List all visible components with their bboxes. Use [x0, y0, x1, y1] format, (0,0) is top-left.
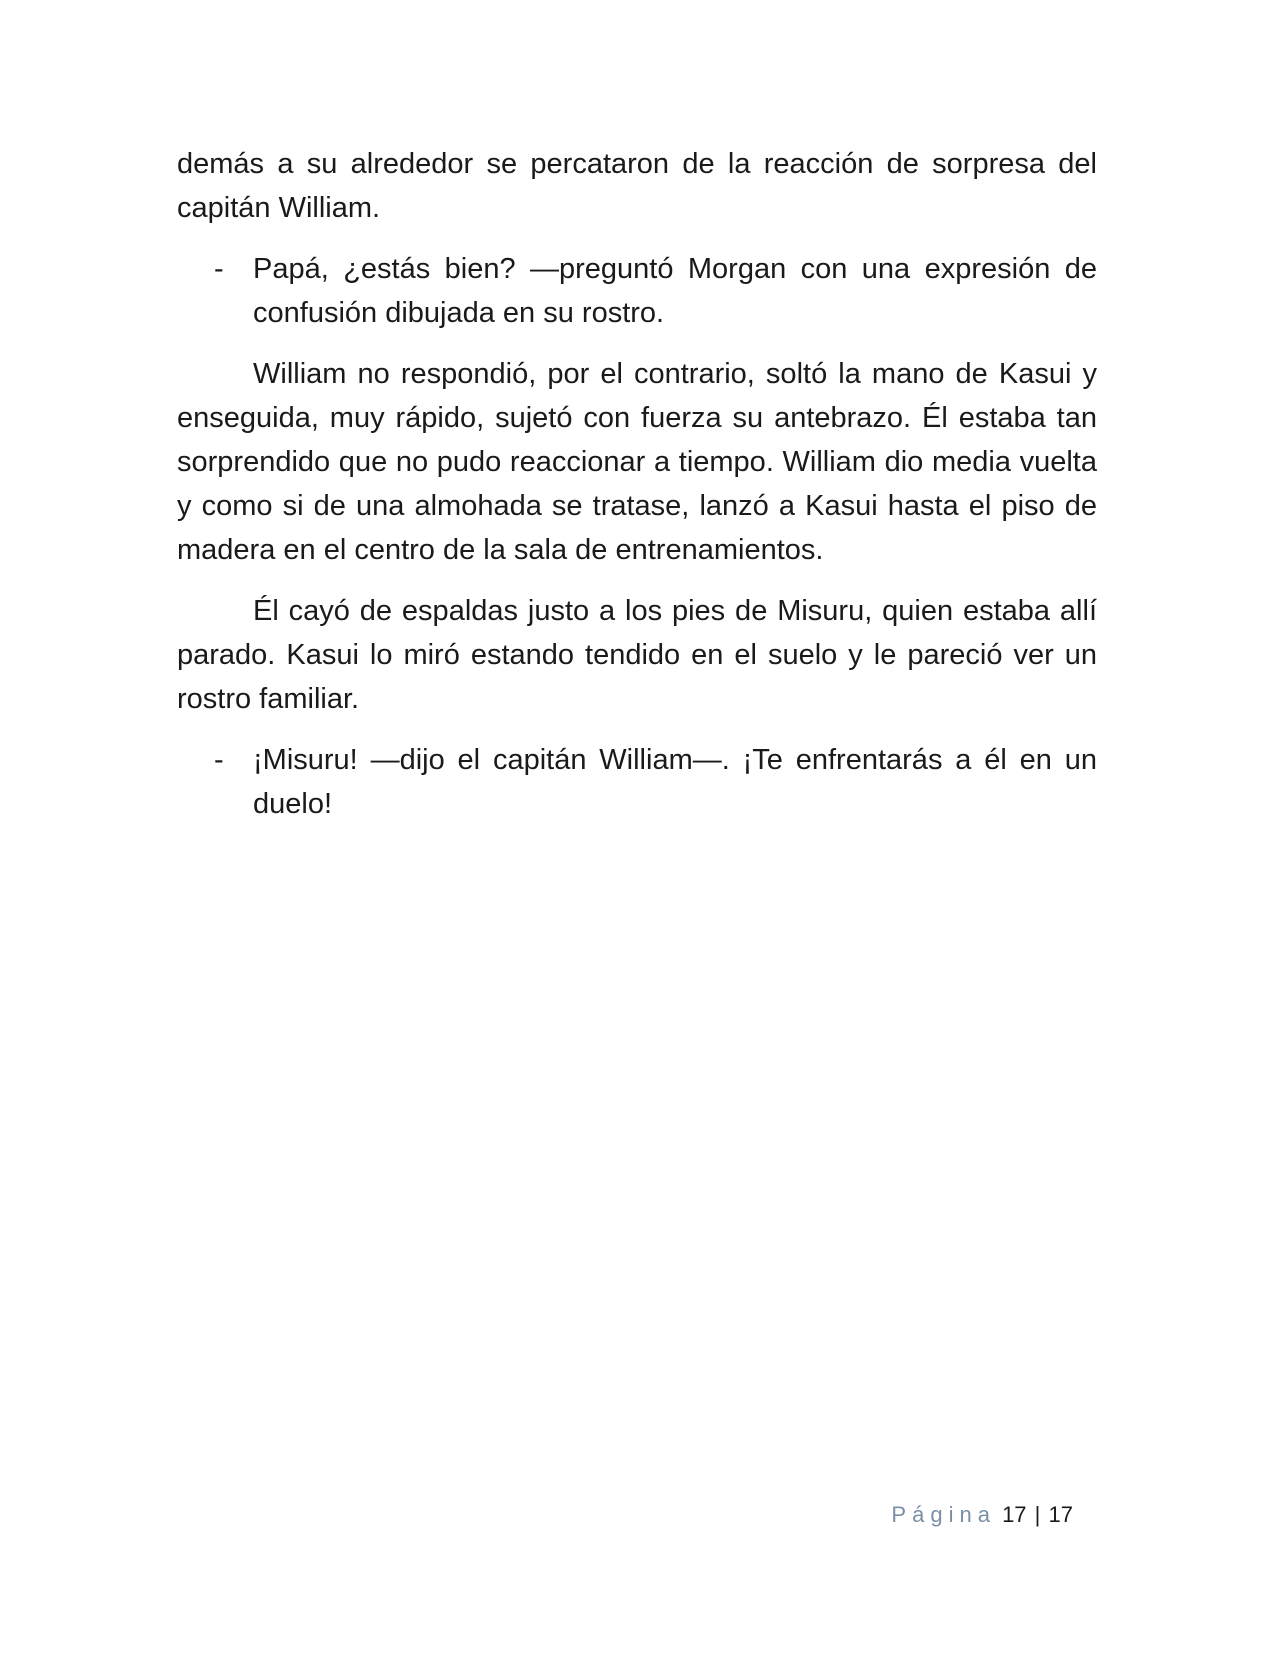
footer-total-pages: 17 [1048, 1502, 1073, 1527]
paragraph: William no respondió, por el contrario, soltó la mano de Kasui y enseguida, muy rápido, sujetó con fuerza su antebrazo. Él estaba tan sorprendido que no pudo reaccionar a tiempo. William dio media vuelta y como si de una almohada se tratase, lanzó a Kasui hasta el piso de madera en el centro de la sala de entrenamientos. [177, 358, 1097, 566]
dialogue-line [177, 247, 1097, 335]
dialogue-line [177, 738, 1097, 826]
text-body [177, 142, 1097, 843]
footer-current-page: 17 [1002, 1502, 1027, 1527]
page-footer [891, 1500, 1073, 1530]
footer-separator: | [1034, 1502, 1041, 1527]
dialogue-dash: - [214, 253, 224, 285]
paragraph-continuation: demás a su alrededor se percataron de la reacción de sorpresa del capitán William. [177, 148, 1097, 224]
dialogue-text: Papá, ¿estás bien? —preguntó Morgan con una expresión de confusión dibujada en su rostro. [253, 253, 1097, 329]
dialogue-text: ¡Misuru! —dijo el capitán William—. ¡Te enfrentarás a él en un duelo! [253, 744, 1097, 820]
footer-page-label: Página [891, 1502, 996, 1527]
dialogue-dash: - [214, 744, 224, 776]
paragraph: Él cayó de espaldas justo a los pies de Misuru, quien estaba allí parado. Kasui lo miró estando tendido en el suelo y le pareció ver un rostro familiar. [177, 595, 1097, 715]
